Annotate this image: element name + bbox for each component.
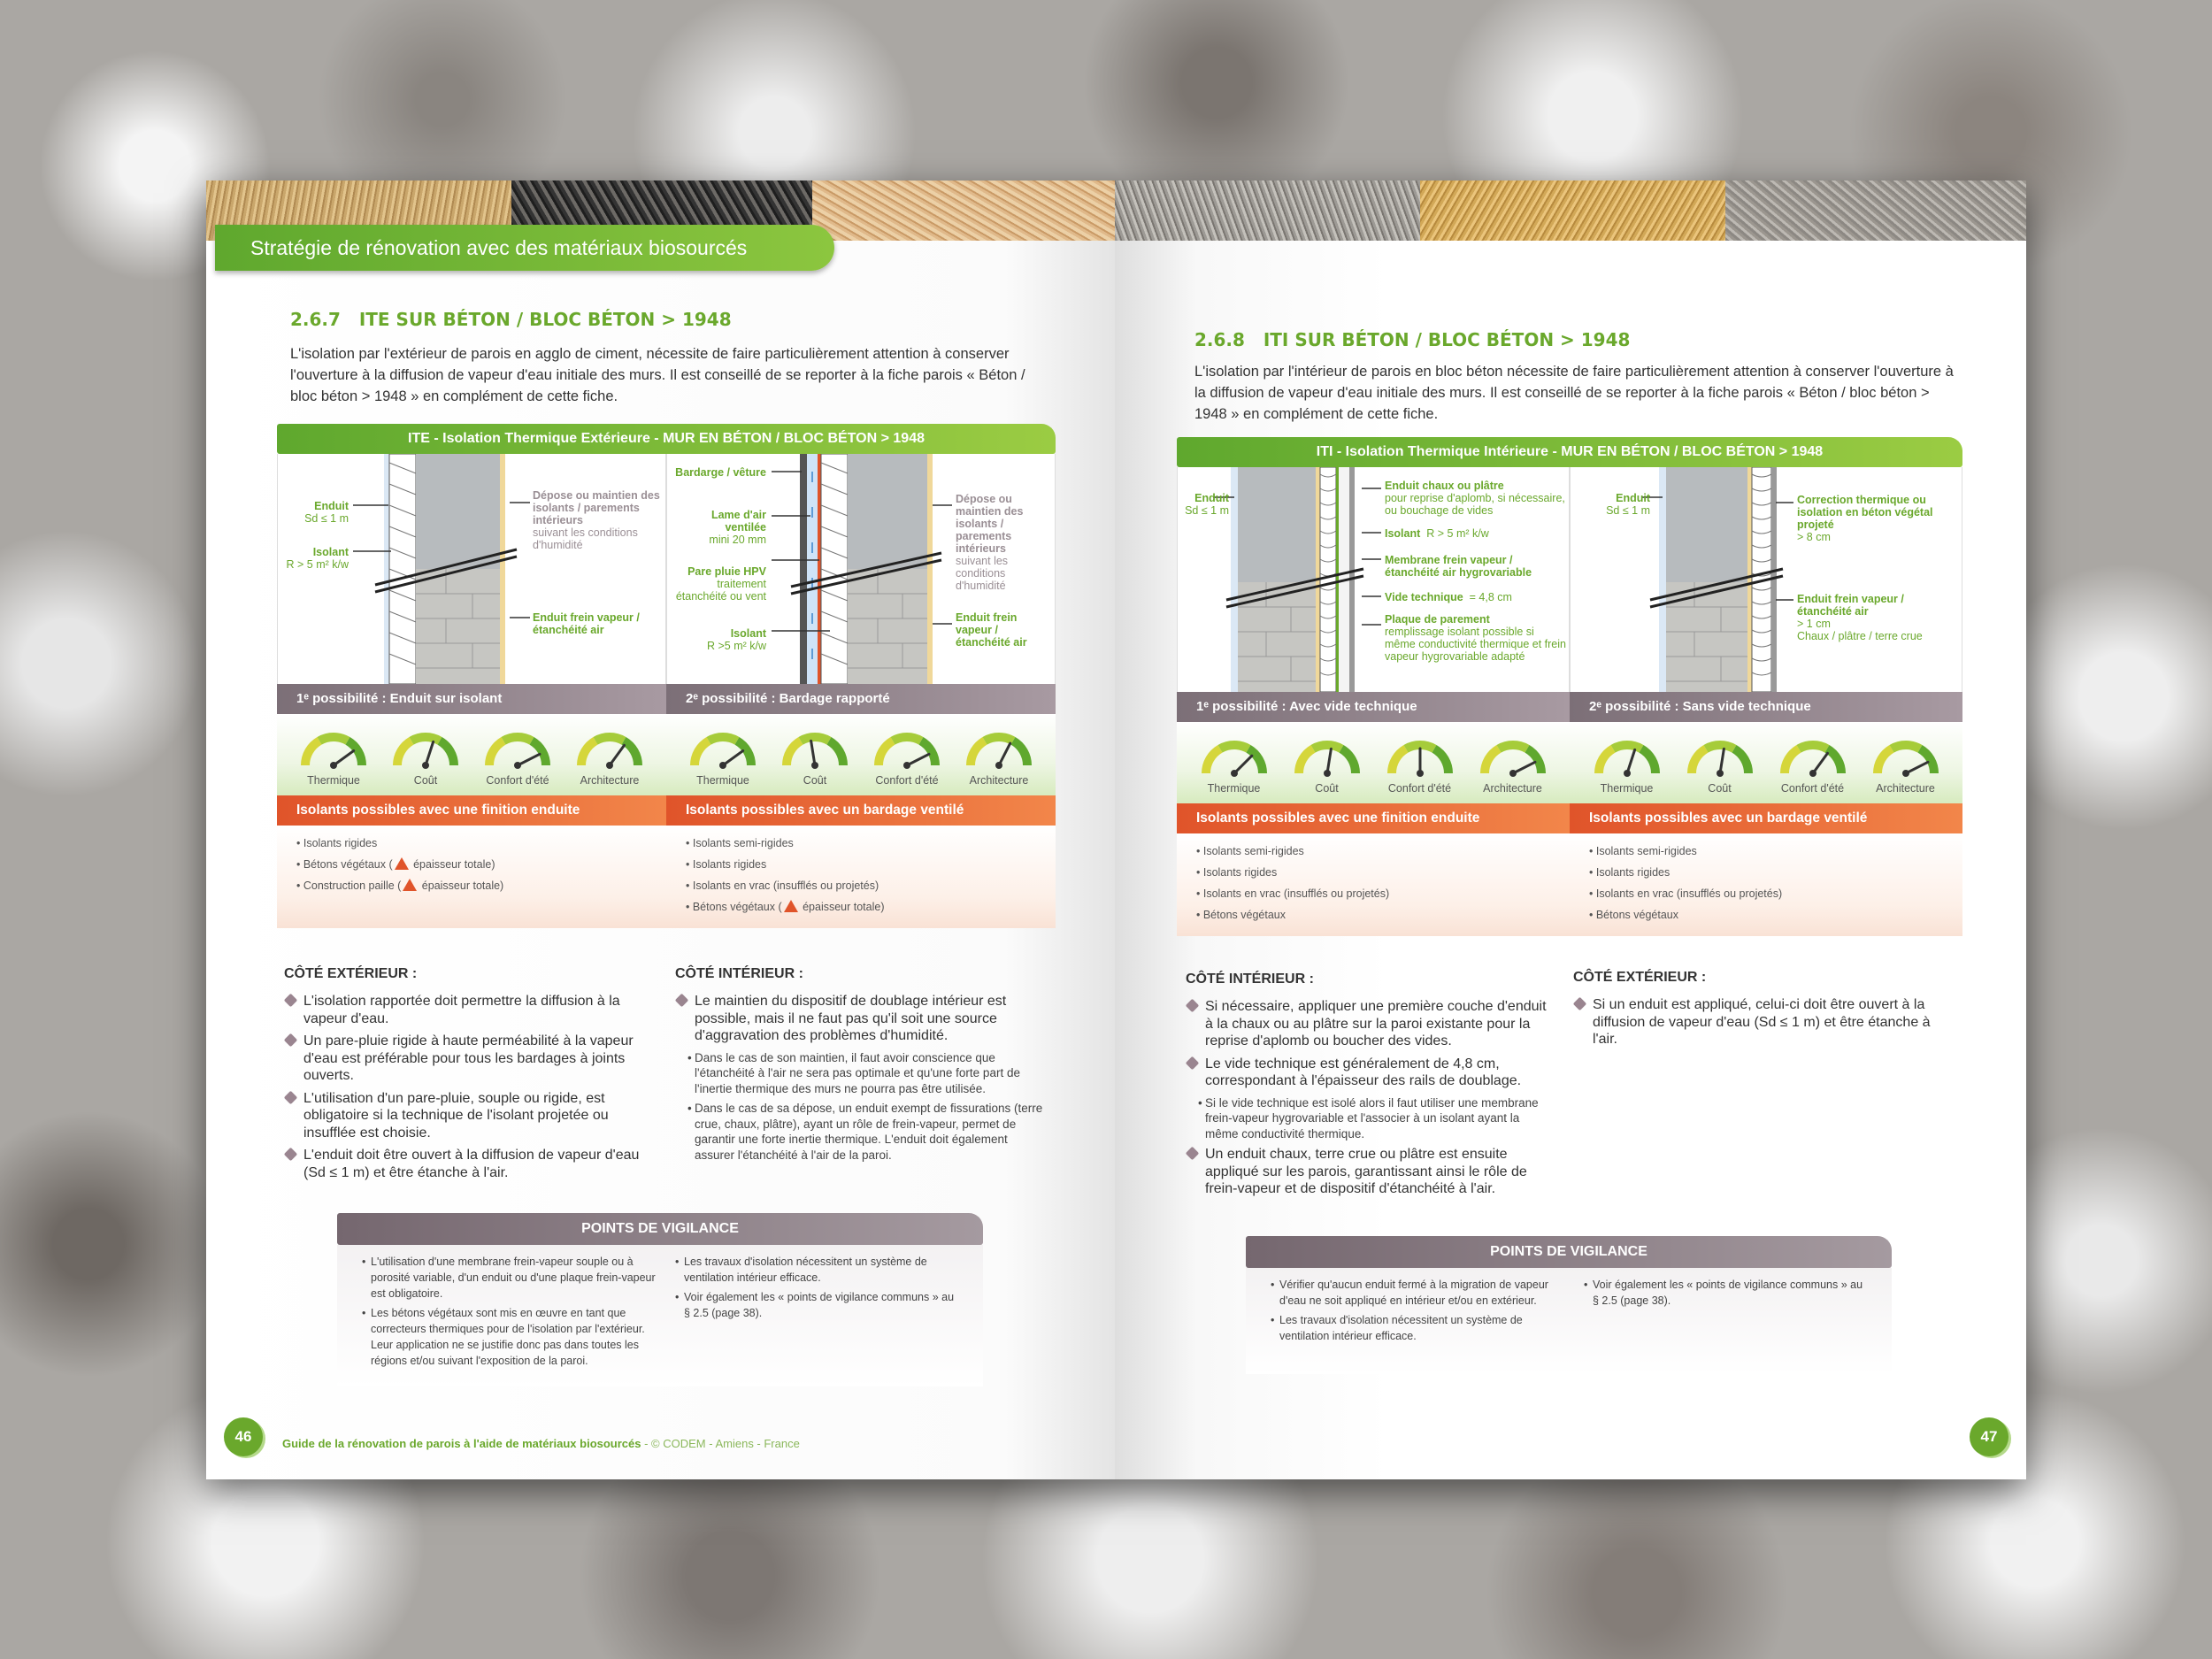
possibility-2-header: 2ᵉ possibilité : Sans vide technique [1570, 692, 1962, 722]
warning-icon [395, 857, 409, 870]
label-depose [956, 493, 1055, 592]
interior-bullet: Si nécessaire, appliquer une première couche d'enduit à la chaux ou au plâtre sur la paroi existante pour la reprise d'aplomb ou boucher des vides. [1186, 998, 1553, 1050]
exterior-bullet: Si un enduit est appliqué, celui-ci doit être ouvert à la diffusion de vapeur d'eau (Sd ≤ 1 m) et être étanche à l'air. [1573, 996, 1945, 1048]
gauge-needle [999, 743, 1010, 765]
material-strip-cork [812, 180, 1115, 241]
gauge-segment [1613, 745, 1641, 749]
gauge-needle [907, 754, 929, 765]
page-left [206, 180, 1115, 1479]
gauge-needle [426, 741, 434, 765]
exterior-bullet: L'isolation rapportée doit permettre la diffusion à la vapeur d'eau. [284, 993, 647, 1027]
gauge-hub [995, 762, 1002, 769]
gauge-icon [1290, 738, 1364, 777]
label-depose-sub: suivant les conditions d'humidité [956, 555, 1009, 592]
rating-gauge [1683, 738, 1757, 795]
gauge-hub [1717, 770, 1724, 777]
interior-bullets [1186, 998, 1553, 1203]
label-lame-air [667, 509, 766, 546]
gauge-segment [1706, 745, 1734, 749]
material-strip-wood-fibre [1725, 180, 2026, 241]
gauge-segment [1827, 749, 1841, 773]
label-depose-text: Dépose ou maintien des isolants / parements intérieurs [956, 493, 1024, 555]
insulation-item: • Bétons végétaux ( épaisseur totale) [686, 901, 885, 913]
vigilance-col-1 [1269, 1277, 1570, 1348]
gauge-icon [1383, 738, 1457, 777]
insulation-item: • Isolants semi-rigides [686, 837, 794, 849]
insulation-item: • Isolants semi-rigides [1196, 845, 1304, 857]
gauge-segment [971, 741, 985, 765]
label-vide-text: Vide technique [1385, 591, 1463, 603]
gauge-icon [1590, 738, 1664, 777]
label-pare-text: Pare pluie HPV [687, 565, 766, 578]
section-heading [1194, 329, 1630, 350]
label-chaux [1385, 480, 1566, 517]
section-title: ITI SUR BÉTON / BLOC BÉTON > 1948 [1263, 329, 1631, 350]
exterior-title: CÔTÉ EXTÉRIEUR : [284, 966, 418, 981]
gauge-icon [1476, 738, 1550, 777]
insulation-item: • Bétons végétaux [1589, 909, 1678, 921]
wall-diagram-1 [277, 454, 666, 684]
gauge-hub [514, 762, 521, 769]
gauge-needle [811, 741, 815, 765]
interior-sub-bullet: • Dans le cas de sa dépose, un enduit exempt de fissurations (terre crue, chaux, plâtre), ayant un rôle de frein-vapeur, permet de garantir une forte inertie thermique. L'enduit doit également assurer l'étanchéité à l'air de la paroi. [675, 1101, 1047, 1163]
gauge-segment [411, 737, 440, 741]
gauge-needle [1720, 749, 1724, 773]
possibility-1-header: 1ᵉ possibilité : Avec vide technique [1177, 692, 1570, 722]
label-isolant-text: Isolant [312, 546, 349, 558]
gauge-segment [624, 741, 638, 765]
possibility-1-header: 1ᵉ possibilité : Enduit sur isolant [277, 684, 666, 714]
label-isolant [1385, 527, 1566, 540]
label-enduit-text: Enduit [1194, 492, 1229, 504]
insulation-item: • Isolants en vrac (insufflés ou projetés) [1196, 887, 1390, 900]
rating-gauge [296, 730, 371, 787]
exterior-title: CÔTÉ EXTÉRIEUR : [1573, 970, 1707, 985]
wall-diagram-2 [666, 454, 1056, 684]
label-lame-text: Lame d'air ventilée [710, 509, 766, 534]
gauge-segment [1341, 749, 1356, 773]
interior-bullet: Un enduit chaux, terre crue ou plâtre est ensuite appliqué sur les parois, garantissant ainsi le rôle de frein-vapeur et de dispositif d'étanchéité à l'air. [1186, 1146, 1553, 1198]
insulation-item: • Isolants semi-rigides [1589, 845, 1697, 857]
gauge-segment [695, 741, 709, 765]
gauge-segment [985, 737, 1013, 741]
label-pare-pluie [667, 565, 766, 603]
interior-sub-bullet: • Si le vide technique est isolé alors il faut utiliser une membrane frein-vapeur hygrovariable et l'associer à un isolant ayant la même conductivité thermique. [1186, 1095, 1553, 1142]
gauge-icon [1869, 738, 1943, 777]
rating-gauge [1869, 738, 1943, 795]
page-number-right: 47 [1970, 1417, 2008, 1456]
gauge-segment [1692, 749, 1706, 773]
label-correction-sub: > 8 cm [1797, 531, 1831, 543]
vigilance-item: • L'utilisation d'une membrane frein-vapeur souple ou à porosité variable, d'un enduit ou d'une plaque frein-vapeur est obligatoire. [360, 1254, 661, 1302]
gauge-hub [903, 762, 910, 769]
gauge-label: Confort d'été [1387, 782, 1452, 795]
gauge-label: Coût [803, 774, 827, 787]
exterior-bullet: L'utilisation d'un pare-pluie, souple ou rigide, est obligatoire si la technique de l'isolant projetée ou insufflée est choisie. [284, 1090, 647, 1142]
gauge-segment [829, 741, 843, 765]
insulation-list-2 [1570, 833, 1962, 936]
gauge-label: Confort d'été [1780, 782, 1845, 795]
label-depose-text: Dépose ou maintien des isolants / parements intérieurs [533, 489, 660, 526]
gauge-icon [480, 730, 555, 769]
insulation-item: • Isolants rigides [296, 837, 378, 849]
gauge-segment [1313, 745, 1341, 749]
label-pare-sub: traitement étanchéité ou vent [675, 578, 766, 603]
label-frein [1797, 593, 1956, 642]
rating-gauge [870, 730, 944, 787]
gauge-icon [870, 730, 944, 769]
gauge-segment [1599, 749, 1613, 773]
gauge-label: Coût [1315, 782, 1339, 795]
gauge-segment [397, 741, 411, 765]
gauge-icon [388, 730, 463, 769]
page-right [1115, 180, 2026, 1479]
gauge-segment [1878, 749, 1892, 773]
gauge-segment [1392, 749, 1406, 773]
finish-header-enduit: Isolants possibles avec une finition enduite [1177, 803, 1570, 833]
label-enduit-sd: Sd ≤ 1 m [1185, 504, 1229, 517]
gauge-hub [330, 762, 337, 769]
label-isolant-r: R > 5 m² k/w [286, 558, 349, 571]
gauge-segment [595, 737, 624, 741]
exterior-bullets [1573, 996, 1945, 1054]
gauge-segment [893, 737, 921, 741]
gauge-segment [1220, 745, 1248, 749]
vigilance-box [337, 1245, 983, 1386]
gauge-segment [1299, 749, 1313, 773]
panel-title: ITE - Isolation Thermique Extérieure - MUR EN BÉTON / BLOC BÉTON > 1948 [277, 424, 1056, 454]
gauge-row-1 [277, 714, 666, 795]
vigilance-item: • Voir également les « points de vigilance communs » au § 2.5 (page 38). [1582, 1277, 1865, 1309]
section-banner: Stratégie de rénovation avec des matériaux biosourcés [215, 225, 834, 271]
gauge-segment [489, 741, 503, 765]
gauge-label: Architecture [969, 774, 1029, 787]
label-vide [1385, 591, 1566, 603]
interior-bullet: Le vide technique est généralement de 4,8 cm, correspondant à l'épaisseur des rails de doublage. [1186, 1056, 1553, 1090]
gauge-row-1 [1177, 722, 1570, 803]
insulation-item: • Isolants rigides [1589, 866, 1671, 879]
label-vide-value: = 4,8 cm [1469, 591, 1512, 603]
vigilance-item: • Les travaux d'isolation nécessitent un système de ventilation intérieur efficace. [673, 1254, 956, 1286]
gauge-icon [1197, 738, 1271, 777]
label-depose-sub: suivant les conditions d'humidité [533, 526, 638, 551]
gauge-segment [1892, 745, 1920, 749]
label-frein-sub2: Chaux / plâtre / terre crue [1797, 630, 1923, 642]
vigilance-item: • Les bétons végétaux sont mis en œuvre en tant que correcteurs thermiques pour de l'isolation par l'extérieur. Leur application ne se justifie donc pas dans toutes les régions et/ou suivant l'exposition de la paroi. [360, 1305, 661, 1369]
insulation-item: • Isolants en vrac (insufflés ou projetés) [1589, 887, 1783, 900]
gauge-segment [305, 741, 319, 765]
gauge-segment [787, 741, 801, 765]
rating-gauge [572, 730, 647, 787]
gauge-segment [1734, 749, 1748, 773]
gauge-icon [572, 730, 647, 769]
gauge-row-2 [666, 714, 1056, 795]
insulation-item: • Bétons végétaux [1196, 909, 1286, 921]
wall-diagram-1 [1177, 467, 1570, 692]
gauge-hub [1624, 770, 1631, 777]
label-enduit-text: Enduit [314, 500, 349, 512]
section-heading [290, 309, 732, 330]
footer-title: Guide de la rénovation de parois à l'aide de matériaux biosourcés [282, 1437, 641, 1450]
gauge-label: Coût [413, 774, 438, 787]
wall-diagram-2 [1570, 467, 1962, 692]
gauge-label: Thermique [1207, 782, 1261, 795]
label-isolant [667, 627, 766, 652]
finish-header-bardage: Isolants possibles avec un bardage ventilé [1570, 803, 1962, 833]
finish-header-enduit: Isolants possibles avec une finition enduite [277, 795, 666, 826]
rating-gauge [1290, 738, 1364, 795]
gauge-hub [811, 762, 818, 769]
label-correction-text: Correction thermique ou isolation en béton végétal projeté [1797, 494, 1933, 531]
rating-gauge [1776, 738, 1850, 795]
vigilance-col-1 [360, 1254, 661, 1372]
gauge-hub [606, 762, 613, 769]
vigilance-header: POINTS DE VIGILANCE [1246, 1236, 1892, 1268]
gauge-segment [1013, 741, 1027, 765]
label-plaque-text: Plaque de parement [1385, 613, 1490, 626]
gauge-segment [319, 737, 348, 741]
gauge-icon [1683, 738, 1757, 777]
gauge-hub [1324, 770, 1331, 777]
section-number: 2.6.7 [290, 309, 341, 330]
label-isolant [278, 546, 349, 571]
gauge-segment [801, 737, 829, 741]
interior-bullet: Le maintien du dispositif de doublage intérieur est possible, mais il ne faut pas qu'il soit une source d'aggravation des problèmes d'humidité. [675, 993, 1047, 1045]
gauge-hub [1509, 770, 1517, 777]
material-strip-straw [1420, 180, 1725, 241]
gauge-row-2 [1570, 722, 1962, 803]
insulation-list-2 [666, 826, 1056, 928]
brochure-spread [206, 180, 2026, 1479]
vigilance-header: POINTS DE VIGILANCE [337, 1213, 983, 1245]
gauge-segment [440, 741, 454, 765]
label-lame-sub: mini 20 mm [709, 534, 766, 546]
gauge-segment [503, 737, 532, 741]
rating-gauge [388, 730, 463, 787]
possibility-2-header: 2ᵉ possibilité : Bardage rapporté [666, 684, 1056, 714]
label-chaux-text: Enduit chaux ou plâtre [1385, 480, 1504, 492]
label-isolant-text: Isolant [730, 627, 766, 640]
gauge-label: Architecture [1483, 782, 1542, 795]
interior-sub-bullet: • Dans le cas de son maintien, il faut avoir conscience que l'étanchéité à l'air ne sera pas optimale et qu'une forte part de l'inertie thermique des murs ne pourra pas être utilisée. [675, 1050, 1047, 1097]
gauge-hub [719, 762, 726, 769]
exterior-bullets [284, 993, 647, 1187]
label-enduit [1178, 492, 1229, 517]
label-enduit-sd: Sd ≤ 1 m [304, 512, 349, 525]
rating-gauge [1197, 738, 1271, 795]
finish-header-bardage: Isolants possibles avec un bardage ventilé [666, 795, 1056, 826]
gauge-segment [709, 737, 737, 741]
label-isolant-text: Isolant [1385, 527, 1421, 540]
label-bardage: Bardarge / vêture [675, 466, 766, 479]
warning-icon [403, 879, 417, 891]
gauge-needle [518, 754, 540, 765]
gauge-hub [1417, 770, 1424, 777]
label-depose [533, 489, 661, 551]
label-frein-text: Enduit frein vapeur / étanchéité air [1797, 593, 1904, 618]
label-membrane: Membrane frein vapeur / étanchéité air hygrovariable [1385, 554, 1532, 579]
interior-title: CÔTÉ INTÉRIEUR : [675, 966, 803, 981]
gauge-needle [1627, 749, 1635, 773]
vigilance-col-2 [673, 1254, 956, 1325]
gauge-needle [610, 745, 624, 765]
rating-gauge [1476, 738, 1550, 795]
label-plaque-sub: remplissage isolant possible si même conductivité thermique et frein vapeur hygrovariable adapté [1385, 626, 1566, 663]
insulation-item: • Construction paille ( épaisseur totale) [296, 879, 504, 892]
warning-icon [784, 900, 798, 912]
label-enduit-text: Enduit [1616, 492, 1650, 504]
insulation-item: • Isolants en vrac (insufflés ou projetés) [686, 879, 879, 892]
section-title: ITE SUR BÉTON / BLOC BÉTON > 1948 [358, 309, 732, 330]
section-number: 2.6.8 [1194, 329, 1245, 350]
rating-gauge [778, 730, 852, 787]
rating-gauge [480, 730, 555, 787]
gauge-segment [1785, 749, 1799, 773]
gauge-icon [962, 730, 1036, 769]
gauge-needle [723, 751, 743, 765]
footer-credit: - © CODEM - Amiens - France [641, 1437, 800, 1450]
rating-gauge [1383, 738, 1457, 795]
rating-gauge [1590, 738, 1664, 795]
gauge-hub [422, 762, 429, 769]
gauge-hub [1902, 770, 1909, 777]
vigilance-item: • Voir également les « points de vigilance communs » au § 2.5 (page 38). [673, 1289, 956, 1321]
insulation-list-1 [277, 826, 666, 928]
vigilance-item: • Les travaux d'isolation nécessitent un système de ventilation intérieur efficace. [1269, 1312, 1570, 1344]
label-isolant-r: R > 5 m² k/w [1426, 527, 1489, 540]
insulation-item: • Isolants rigides [686, 858, 767, 871]
gauge-segment [1799, 745, 1827, 749]
gauge-segment [1641, 749, 1655, 773]
gauge-label: Architecture [1876, 782, 1935, 795]
gauge-segment [1206, 749, 1220, 773]
gauge-needle [1813, 753, 1827, 773]
page-number-left: 46 [224, 1417, 263, 1456]
gauge-label: Thermique [696, 774, 749, 787]
label-frein: Enduit frein vapeur / étanchéité air [533, 611, 640, 636]
interior-bullets [675, 993, 1047, 1167]
label-chaux-sub: pour reprise d'aplomb, si nécessaire, ou bouchage de vides [1385, 492, 1565, 517]
label-enduit-sd: Sd ≤ 1 m [1606, 504, 1650, 517]
vigilance-box [1246, 1268, 1892, 1374]
exterior-bullet: L'enduit doit être ouvert à la diffusion de vapeur d'eau (Sd ≤ 1 m) et être étanche à l'air. [284, 1147, 647, 1181]
interior-title: CÔTÉ INTÉRIEUR : [1186, 972, 1314, 987]
intro-paragraph: L'isolation par l'extérieur de parois en agglo de ciment, nécessite de faire particulièrement attention à conserver l'ouverture à la diffusion de vapeur d'eau initiale des murs. Il est conseillé de se reporter à la fiche parois « Béton / bloc béton > 1948 » en complément de cette fiche. [290, 346, 1025, 404]
label-enduit [1571, 492, 1650, 517]
gauge-label: Thermique [1600, 782, 1654, 795]
gauge-needle [1234, 756, 1252, 773]
label-plaque [1385, 613, 1566, 663]
rating-gauge [962, 730, 1036, 787]
label-frein: Enduit frein vapeur / étanchéité air [956, 611, 1027, 649]
gauge-segment [879, 741, 893, 765]
footer [282, 1437, 800, 1450]
gauge-needle [1513, 762, 1535, 773]
gauge-hub [1231, 770, 1238, 777]
vigilance-col-2 [1582, 1277, 1865, 1312]
insulation-item: • Bétons végétaux ( épaisseur totale) [296, 858, 495, 871]
insulation-item: • Isolants rigides [1196, 866, 1278, 879]
gauge-segment [581, 741, 595, 765]
gauge-segment [1248, 749, 1263, 773]
label-enduit [278, 500, 349, 525]
exterior-bullet: Un pare-pluie rigide à haute perméabilité à la vapeur d'eau est préférable pour tous les bardages à joints ouverts. [284, 1033, 647, 1085]
gauge-segment [1499, 745, 1527, 749]
gauge-icon [296, 730, 371, 769]
panel-title: ITI - Isolation Thermique Intérieure - MUR EN BÉTON / BLOC BÉTON > 1948 [1177, 437, 1962, 467]
gauge-needle [1327, 749, 1331, 773]
gauge-label: Thermique [307, 774, 360, 787]
gauge-needle [1906, 762, 1928, 773]
gauge-segment [1485, 749, 1499, 773]
vigilance-item: • Vérifier qu'aucun enduit fermé à la migration de vapeur d'eau ne soit appliqué en intérieur et/ou en extérieur. [1269, 1277, 1570, 1309]
gauge-needle [334, 751, 354, 765]
gauge-label: Confort d'été [875, 774, 939, 787]
gauge-icon [778, 730, 852, 769]
label-isolant-r: R >5 m² k/w [706, 640, 766, 652]
insulation-list-1 [1177, 833, 1570, 936]
gauge-segment [1434, 749, 1448, 773]
intro-paragraph: L'isolation par l'intérieur de parois en bloc béton nécessite de faire particulièrement attention à conserver l'ouverture à la diffusion de vapeur d'eau initiale des murs. Il est conseillé de se reporter à la fiche parois « Béton / bloc béton > 1948 » en complément de cette fiche. [1194, 364, 1954, 422]
rating-gauge [686, 730, 760, 787]
label-correction [1797, 494, 1956, 543]
gauge-label: Confort d'été [486, 774, 549, 787]
gauge-label: Coût [1708, 782, 1732, 795]
label-frein-sub: > 1 cm [1797, 618, 1831, 630]
gauge-icon [1776, 738, 1850, 777]
material-strip-hemp [1115, 180, 1420, 241]
gauge-label: Architecture [580, 774, 640, 787]
gauge-icon [686, 730, 760, 769]
gauge-hub [1809, 770, 1816, 777]
